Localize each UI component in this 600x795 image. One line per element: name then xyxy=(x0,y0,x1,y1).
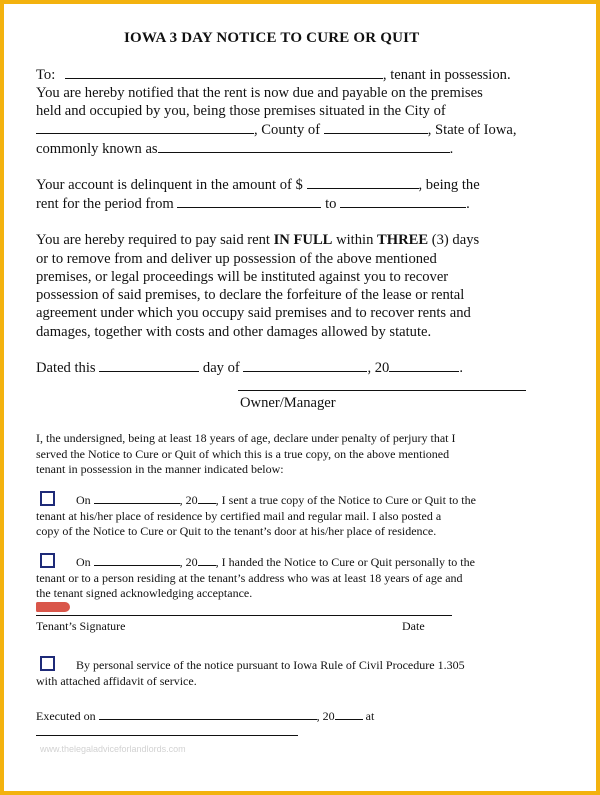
twenty-label: , 20 xyxy=(367,360,390,376)
certified-mail-checkbox[interactable] xyxy=(40,491,55,506)
option2-date-field[interactable] xyxy=(94,555,180,566)
para3-line4: possession of said premises, to declare the forfeiture of the lease or rental xyxy=(36,287,465,303)
on-label: On xyxy=(76,493,91,507)
city-county-line xyxy=(36,121,517,139)
to-text: to xyxy=(325,196,337,212)
date-label: Date xyxy=(402,619,425,633)
county-label: , County of xyxy=(254,122,321,138)
option1-date-field[interactable] xyxy=(94,493,180,504)
owner-manager-label: Owner/Manager xyxy=(240,395,336,411)
period-text: . xyxy=(466,196,470,212)
executed-signature-line[interactable] xyxy=(36,735,298,736)
twenty-label: , 20 xyxy=(179,555,198,569)
being-the-text: , being the xyxy=(418,177,480,193)
tenant-signature-line[interactable] xyxy=(36,615,452,616)
notice-page xyxy=(4,4,596,791)
on-label: On xyxy=(76,555,91,569)
period-from-field[interactable] xyxy=(177,195,321,208)
executed-on-label: Executed on xyxy=(36,709,96,723)
to-label: To: xyxy=(36,67,56,83)
dated-this-label: Dated this xyxy=(36,360,96,376)
commonly-known-line xyxy=(36,140,453,158)
tenant-name-field[interactable] xyxy=(65,66,383,79)
at-label: at xyxy=(365,709,375,723)
para1-line2: You are hereby notified that the rent is now due and payable on the premises xyxy=(36,85,483,101)
delinquent-amount-line xyxy=(36,176,480,194)
option2-line1 xyxy=(76,555,475,571)
personal-service-checkbox[interactable] xyxy=(40,656,55,671)
declaration-line1: I, the undersigned, being at least 18 years of age, declare under penalty of perjury that I xyxy=(36,431,456,445)
in-full-text: IN FULL xyxy=(273,232,333,248)
declaration-line3: tenant in possession in the manner indicated below: xyxy=(36,462,284,476)
para1-line3: held and occupied by you, being those premises situated in the City of xyxy=(36,103,446,119)
period-text: . xyxy=(459,360,463,376)
option2-text: , I handed the Notice to Cure or Quit personally to the xyxy=(215,555,475,569)
option1-line1 xyxy=(76,493,476,509)
within-text: within xyxy=(332,232,378,248)
dated-year-field[interactable] xyxy=(389,359,459,372)
para3-line5: agreement under which you occupy said premises and to recover rents and xyxy=(36,305,471,321)
period-text: . xyxy=(449,141,454,157)
twenty-label: , 20 xyxy=(316,709,335,723)
executed-year-field[interactable] xyxy=(335,709,363,720)
pay-rent-text: You are hereby required to pay said rent xyxy=(36,232,274,248)
option1-year-field[interactable] xyxy=(198,493,216,504)
dated-line xyxy=(36,359,463,377)
para3-line3: premises, or legal proceedings will be instituted against you to recover xyxy=(36,269,449,285)
personal-delivery-checkbox[interactable] xyxy=(40,553,55,568)
para3-line2: or to remove from and deliver up possession of the above mentioned xyxy=(36,251,437,267)
twenty-label: , 20 xyxy=(179,493,198,507)
city-field[interactable] xyxy=(36,121,254,134)
document-title: IOWA 3 DAY NOTICE TO CURE OR QUIT xyxy=(124,30,420,46)
rent-period-label: rent for the period from xyxy=(36,196,174,212)
watermark: www.thelegaladviceforlandlords.com xyxy=(40,744,186,754)
to-line xyxy=(36,66,511,84)
option3-line2: with attached affidavit of service. xyxy=(36,674,197,688)
option1-text: , I sent a true copy of the Notice to Cure or Quit to the xyxy=(215,493,476,507)
owner-signature-line[interactable] xyxy=(238,390,526,391)
state-label: , State of Iowa, xyxy=(427,122,517,138)
option2-year-field[interactable] xyxy=(198,555,216,566)
executed-date-field[interactable] xyxy=(99,709,317,720)
amount-field[interactable] xyxy=(307,176,419,189)
three-text: THREE xyxy=(377,232,429,248)
option3-line1: By personal service of the notice pursuant to Iowa Rule of Civil Procedure 1.305 xyxy=(76,658,465,672)
option2-line2: tenant or to a person residing at the tenant’s address who was at least 18 years of age and xyxy=(36,571,463,585)
declaration-line2: served the Notice to Cure or Quit of which this is a true copy, on the above mentioned xyxy=(36,447,450,461)
tenant-in-possession-text: , tenant in possession. xyxy=(382,67,511,83)
option1-line3: copy of the Notice to Cure or Quit to the tenant’s door at his/her place of residence. xyxy=(36,524,437,538)
delinquent-label: Your account is delinquent in the amount of $ xyxy=(36,177,303,193)
rent-period-line xyxy=(36,195,470,213)
days-text: (3) days xyxy=(428,232,480,248)
sign-here-tab xyxy=(36,602,70,612)
property-address-field[interactable] xyxy=(158,140,450,153)
para3-line1 xyxy=(36,231,479,249)
dated-day-field[interactable] xyxy=(99,359,199,372)
executed-line xyxy=(36,709,374,725)
commonly-known-label: commonly known as xyxy=(36,141,158,157)
option1-line2: tenant at his/her place of residence by certified mail and regular mail. I also posted a xyxy=(36,509,442,523)
tenant-signature-label: Tenant’s Signature xyxy=(36,619,126,633)
para3-line6: damages, together with costs and other damages allowed by statute. xyxy=(36,324,432,340)
county-field[interactable] xyxy=(324,121,428,134)
dated-month-field[interactable] xyxy=(243,359,367,372)
period-to-field[interactable] xyxy=(340,195,466,208)
option2-line3: the tenant signed acknowledging acceptance. xyxy=(36,586,253,600)
day-of-label: day of xyxy=(202,360,240,376)
